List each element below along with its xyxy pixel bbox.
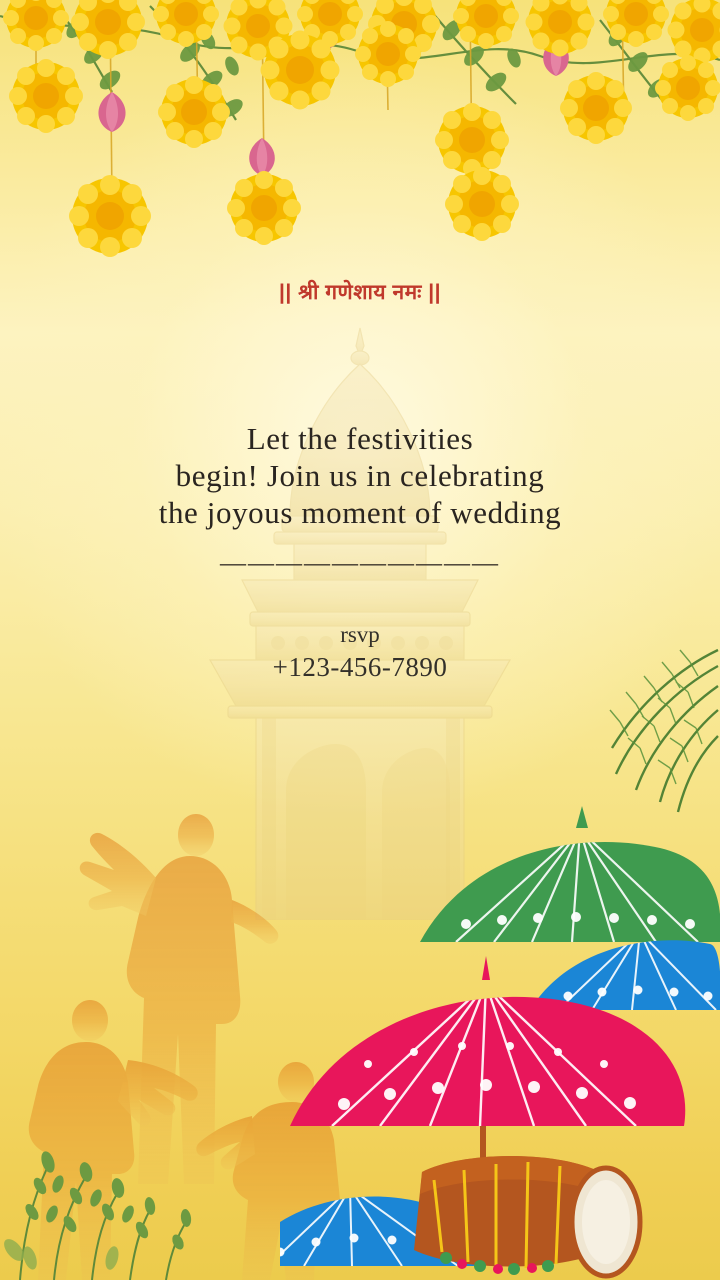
- message-line-2: begin! Join us in celebrating: [175, 458, 545, 493]
- message-line-1: Let the festivities: [246, 421, 474, 456]
- lotus-bud: [249, 138, 275, 176]
- message-line-3: the joyous moment of wedding: [158, 495, 562, 530]
- invitation-message: [0, 420, 720, 531]
- decorative-divider: ——————————: [220, 548, 500, 577]
- rsvp-block: [0, 618, 720, 684]
- lotus-bud: [98, 92, 125, 132]
- marigold-garland: [0, 0, 720, 270]
- umbrella-green: [420, 806, 720, 954]
- rsvp-label: rsvp: [340, 622, 380, 647]
- rsvp-phone[interactable]: +123-456-7890: [272, 652, 448, 682]
- bottom-foliage: [0, 1100, 260, 1280]
- dhol-drum: [400, 1130, 660, 1280]
- mantra-text: || श्री गणेशाय नमः ||: [278, 281, 441, 304]
